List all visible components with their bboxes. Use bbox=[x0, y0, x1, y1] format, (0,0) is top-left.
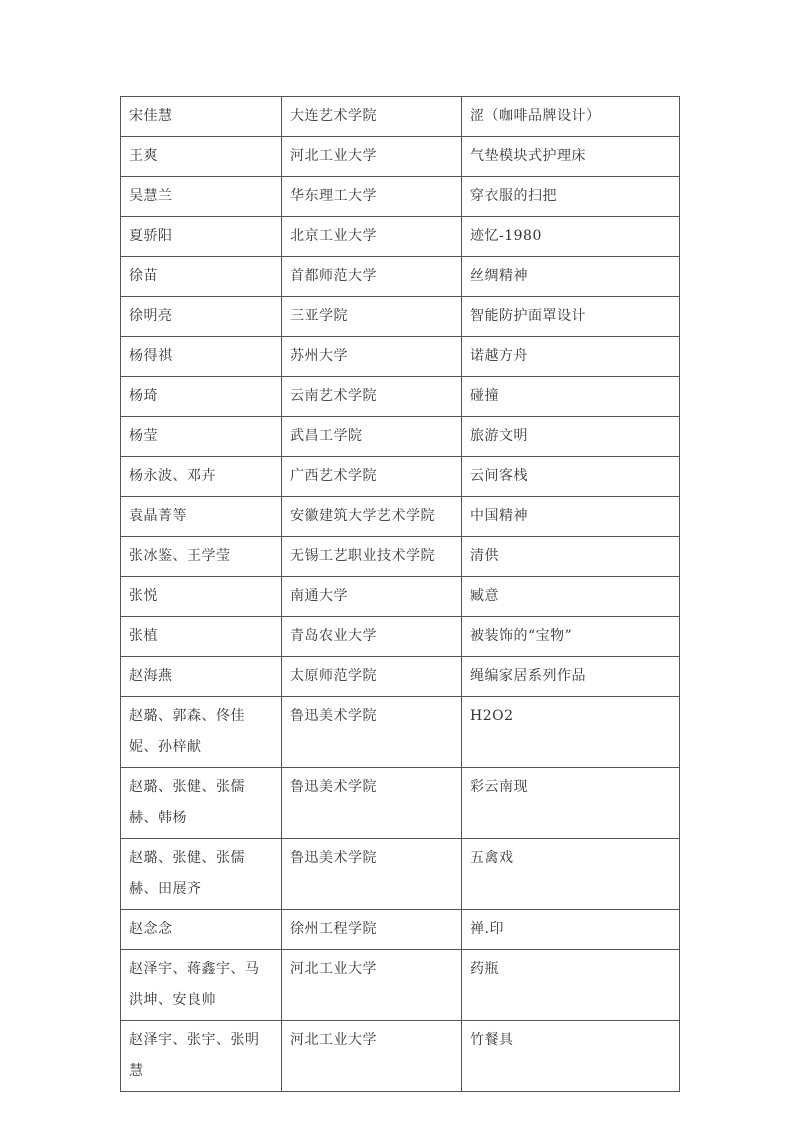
table-row bbox=[121, 1021, 680, 1092]
awards-table-body bbox=[121, 97, 680, 1092]
author-cell: 杨得祺 bbox=[121, 337, 282, 377]
school-cell: 华东理工大学 bbox=[282, 177, 462, 217]
author-cell: 宋佳慧 bbox=[121, 97, 282, 137]
table-row bbox=[121, 950, 680, 1021]
work-title-cell: 禅.印 bbox=[462, 910, 680, 950]
school-cell: 南通大学 bbox=[282, 577, 462, 617]
table-row bbox=[121, 377, 680, 417]
author-cell: 杨永波、邓卉 bbox=[121, 457, 282, 497]
work-title-cell: 竹餐具 bbox=[462, 1021, 680, 1092]
table-row bbox=[121, 417, 680, 457]
author-cell: 赵璐、郭森、佟佳妮、孙梓献 bbox=[121, 697, 282, 768]
school-cell: 三亚学院 bbox=[282, 297, 462, 337]
table-row bbox=[121, 839, 680, 910]
school-cell: 河北工业大学 bbox=[282, 137, 462, 177]
author-cell: 徐苗 bbox=[121, 257, 282, 297]
school-cell: 太原师范学院 bbox=[282, 657, 462, 697]
work-title-cell: 丝绸精神 bbox=[462, 257, 680, 297]
table-row bbox=[121, 617, 680, 657]
school-cell: 广西艺术学院 bbox=[282, 457, 462, 497]
table-row bbox=[121, 97, 680, 137]
author-cell: 赵海燕 bbox=[121, 657, 282, 697]
school-cell: 鲁迅美术学院 bbox=[282, 697, 462, 768]
work-title-cell: 旅游文明 bbox=[462, 417, 680, 457]
table-row bbox=[121, 697, 680, 768]
table-row bbox=[121, 537, 680, 577]
table-row bbox=[121, 137, 680, 177]
school-cell: 首都师范大学 bbox=[282, 257, 462, 297]
school-cell: 鲁迅美术学院 bbox=[282, 768, 462, 839]
school-cell: 武昌工学院 bbox=[282, 417, 462, 457]
table-row bbox=[121, 297, 680, 337]
table-row bbox=[121, 457, 680, 497]
author-cell: 赵璐、张健、张儒赫、韩杨 bbox=[121, 768, 282, 839]
work-title-cell: 云间客栈 bbox=[462, 457, 680, 497]
author-cell: 张悦 bbox=[121, 577, 282, 617]
work-title-cell: 中国精神 bbox=[462, 497, 680, 537]
table-row bbox=[121, 577, 680, 617]
author-cell: 杨莹 bbox=[121, 417, 282, 457]
school-cell: 苏州大学 bbox=[282, 337, 462, 377]
school-cell: 河北工业大学 bbox=[282, 1021, 462, 1092]
author-cell: 张植 bbox=[121, 617, 282, 657]
school-cell: 青岛农业大学 bbox=[282, 617, 462, 657]
author-cell: 赵念念 bbox=[121, 910, 282, 950]
work-title-cell: 穿衣服的扫把 bbox=[462, 177, 680, 217]
table-row bbox=[121, 910, 680, 950]
work-title-cell: 涩（咖啡品牌设计） bbox=[462, 97, 680, 137]
work-title-cell: 臧意 bbox=[462, 577, 680, 617]
author-cell: 赵泽宇、蒋鑫宇、马洪坤、安良帅 bbox=[121, 950, 282, 1021]
school-cell: 鲁迅美术学院 bbox=[282, 839, 462, 910]
table-row bbox=[121, 768, 680, 839]
work-title-cell: 清供 bbox=[462, 537, 680, 577]
work-title-cell: 气垫模块式护理床 bbox=[462, 137, 680, 177]
table-row bbox=[121, 657, 680, 697]
work-title-cell: 药瓶 bbox=[462, 950, 680, 1021]
school-cell: 大连艺术学院 bbox=[282, 97, 462, 137]
author-cell: 吴慧兰 bbox=[121, 177, 282, 217]
work-title-cell: 被装饰的“宝物” bbox=[462, 617, 680, 657]
work-title-cell: H2O2 bbox=[462, 697, 680, 768]
table-row bbox=[121, 497, 680, 537]
author-cell: 赵璐、张健、张儒赫、田展齐 bbox=[121, 839, 282, 910]
work-title-cell: 诺越方舟 bbox=[462, 337, 680, 377]
school-cell: 云南艺术学院 bbox=[282, 377, 462, 417]
school-cell: 无锡工艺职业技术学院 bbox=[282, 537, 462, 577]
author-cell: 夏骄阳 bbox=[121, 217, 282, 257]
work-title-cell: 智能防护面罩设计 bbox=[462, 297, 680, 337]
school-cell: 北京工业大学 bbox=[282, 217, 462, 257]
author-cell: 徐明亮 bbox=[121, 297, 282, 337]
school-cell: 安徽建筑大学艺术学院 bbox=[282, 497, 462, 537]
work-title-cell: 彩云南现 bbox=[462, 768, 680, 839]
school-cell: 河北工业大学 bbox=[282, 950, 462, 1021]
author-cell: 张冰鉴、王学莹 bbox=[121, 537, 282, 577]
awards-table bbox=[120, 96, 680, 1092]
author-cell: 袁晶菁等 bbox=[121, 497, 282, 537]
school-cell: 徐州工程学院 bbox=[282, 910, 462, 950]
author-cell: 杨琦 bbox=[121, 377, 282, 417]
table-row bbox=[121, 337, 680, 377]
author-cell: 王爽 bbox=[121, 137, 282, 177]
work-title-cell: 绳编家居系列作品 bbox=[462, 657, 680, 697]
table-row bbox=[121, 177, 680, 217]
work-title-cell: 五禽戏 bbox=[462, 839, 680, 910]
work-title-cell: 碰撞 bbox=[462, 377, 680, 417]
work-title-cell: 迹忆-1980 bbox=[462, 217, 680, 257]
table-row bbox=[121, 217, 680, 257]
author-cell: 赵泽宇、张宇、张明慧 bbox=[121, 1021, 282, 1092]
table-row bbox=[121, 257, 680, 297]
